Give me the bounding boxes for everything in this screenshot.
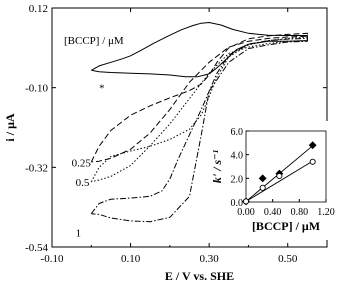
x-tick-label: 0.10 <box>120 253 141 265</box>
inset-x-tick-label: 0.40 <box>263 207 282 218</box>
legend-header: [BCCP] / μM <box>64 35 124 47</box>
x-tick-label: 0.50 <box>278 253 298 265</box>
inset-y-tick-label: 2.0 <box>230 174 243 186</box>
curve-label: * <box>99 82 105 95</box>
y-axis-title: i / μA <box>3 113 17 142</box>
curve-label: 1 <box>75 227 82 240</box>
inset-y-tick-label: 4.0 <box>230 150 243 162</box>
inset-y-tick-label: 6.0 <box>230 127 243 138</box>
curve-label: 0.5 <box>75 176 90 189</box>
inset-point-circle <box>277 173 282 178</box>
y-tick-label: -0.32 <box>25 162 48 175</box>
inset-y-axis-title: k' / s⁻¹ <box>210 149 224 184</box>
inset-x-tick-label: 0.80 <box>290 207 309 218</box>
x-tick-label: -0.10 <box>40 253 64 265</box>
y-tick-label: -0.10 <box>25 82 48 95</box>
inset-point-circle <box>260 185 265 190</box>
x-axis-title: E / V vs. SHE <box>164 269 235 283</box>
cv-curve-0 <box>91 23 307 77</box>
inset-chart <box>206 121 335 240</box>
y-tick-label: 0.12 <box>28 3 48 15</box>
inset-point-circle <box>310 159 315 164</box>
inset-y-tick-label: 0.0 <box>230 198 243 209</box>
inset-x-axis-title: [BCCP] / μM <box>251 219 321 233</box>
x-tick-label: 0.30 <box>199 253 219 265</box>
curve-label: 0.25 <box>71 157 91 170</box>
inset-point-circle <box>243 199 248 204</box>
inset-x-tick-label: 1.20 <box>317 207 335 218</box>
y-tick-label: -0.54 <box>25 242 48 254</box>
inset-x-tick-label: 0.00 <box>237 207 255 218</box>
